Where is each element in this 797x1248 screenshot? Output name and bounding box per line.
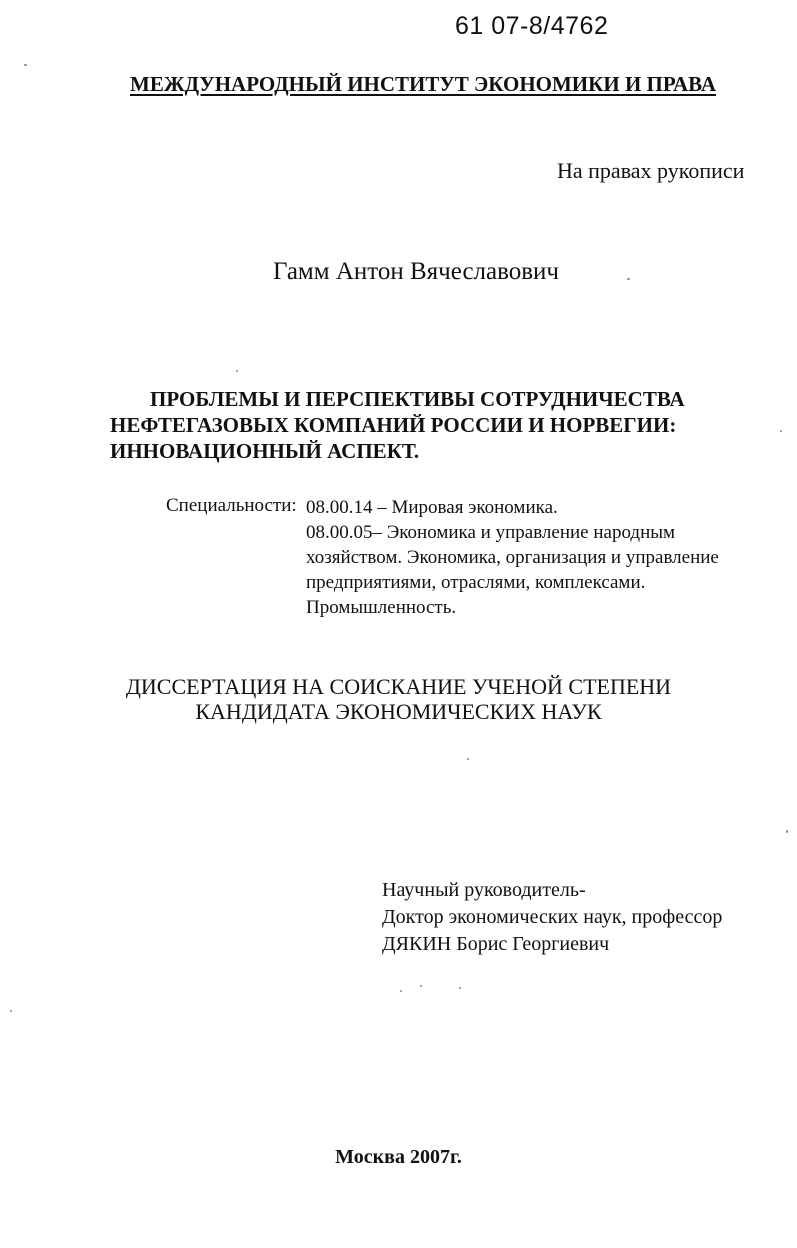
scientific-advisor [382,877,722,958]
specialty-line: 08.00.14 – Мировая экономика. [306,497,558,518]
advisor-line-2: Доктор экономических наук, профессор [382,906,723,928]
city-year: Москва 2007г. [335,1146,462,1168]
scan-speck [236,370,238,372]
scan-speck [467,758,469,760]
scan-speck [459,987,461,989]
degree-line-1: ДИССЕРТАЦИЯ НА СОИСКАНИЕ УЧЕНОЙ СТЕПЕНИ [125,674,672,699]
scan-speck [10,1010,12,1012]
catalog-number: 61 07-8/4762 [455,12,609,40]
specialty-line: хозяйством. Экономика, организация и управление [306,547,719,568]
scan-speck [780,430,782,432]
specialty-line: 08.00.05– Экономика и управление народным [306,522,676,543]
dissertation-degree [0,674,797,724]
specialties-list [306,495,719,620]
institute-name: МЕЖДУНАРОДНЫЙ ИНСТИТУТ ЭКОНОМИКИ И ПРАВА [130,72,717,96]
manuscript-rights: На правах рукописи [557,158,745,183]
specialties-label: Специальности: [166,495,297,516]
scan-speck [400,990,402,992]
title-line-2: НЕФТЕГАЗОВЫХ КОМПАНИЙ РОССИИ И НОРВЕГИИ: [110,413,677,437]
advisor-line-1: Научный руководитель- [382,879,586,901]
scan-speck [420,985,422,987]
scan-speck [24,64,27,66]
title-line-3: ИННОВАЦИОННЫЙ АСПЕКТ. [110,439,420,463]
scan-speck [786,830,788,833]
title-line-1: ПРОБЛЕМЫ И ПЕРСПЕКТИВЫ СОТРУДНИЧЕСТВА [150,387,685,411]
author-name: Гамм Антон Вячеславович [273,258,559,285]
advisor-line-3: ДЯКИН Борис Георгиевич [382,933,610,955]
dissertation-title [110,386,685,464]
specialty-line: предприятиями, отраслями, комплексами. [306,572,646,593]
specialty-line: Промышленность. [306,597,457,618]
degree-line-2: КАНДИДАТА ЭКОНОМИЧЕСКИХ НАУК [195,699,602,724]
scan-speck [627,278,630,280]
